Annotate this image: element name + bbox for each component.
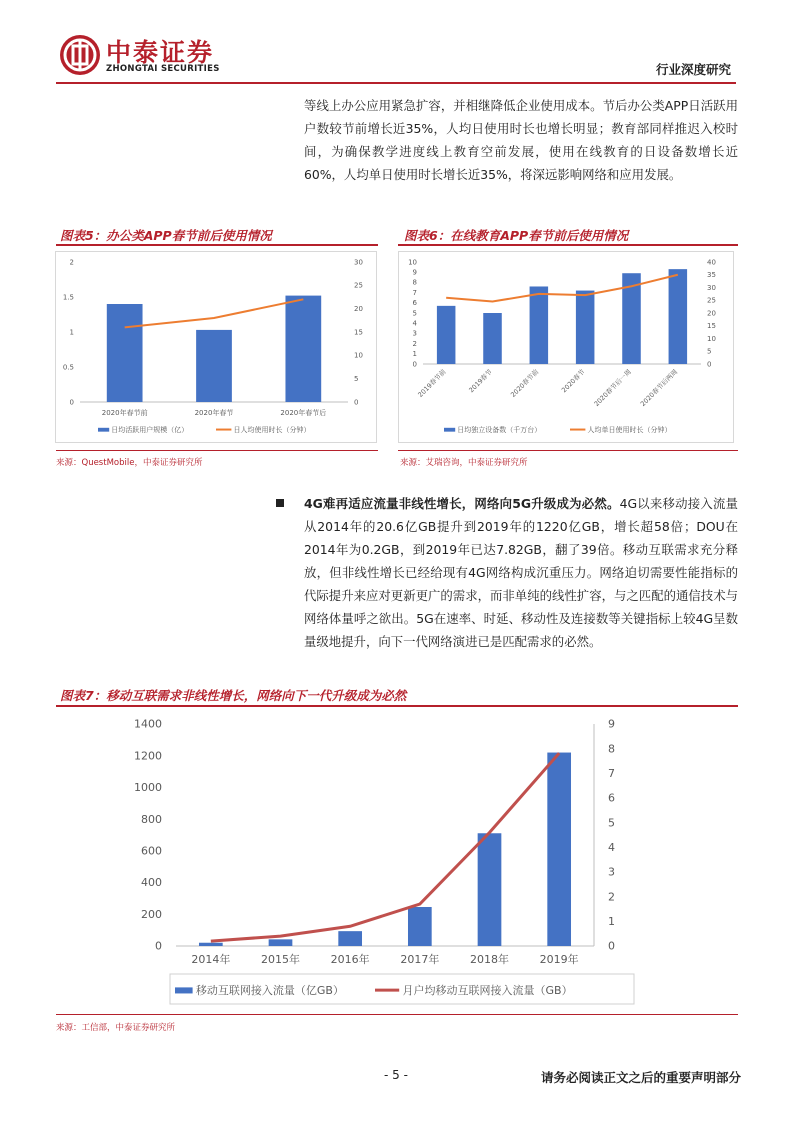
figure-source: 来源：QuestMobile，中泰证券研究所 [56, 458, 203, 468]
y-tick-right: 8 [608, 742, 615, 756]
x-tick-label: 2019年 [539, 953, 579, 966]
y-tick-left: 1400 [134, 717, 162, 731]
chart-fig6 [399, 252, 733, 442]
figure-bottom-rule [56, 1014, 738, 1015]
y-tick-left: 3 [412, 329, 417, 338]
y-tick-right: 10 [707, 334, 716, 343]
y-tick-left: 0 [69, 398, 74, 407]
paragraph-body: 4G以来移动接入流量从2014年的20.6亿GB提升到2019年的1220亿GB，增长超58倍；DOU在2014年为0.2GB，到2019年已达7.82GB，翻了39倍。移动互联需求充分释放，但非线性增长已经给现有4G网络构成沉重压力。网络迫切需要性能指标的代际提升来应对更新更广的需求，而非单纯的线性扩容，与之匹配的通信技术与网络体量呼之欲出。5G在速率、时延、移动性及连接数等关键指标上较4G呈数量级地提升，向下一代网络演进已是匹配需求的必然。 [304, 496, 738, 649]
figure-title: 图表7：移动互联需求非线性增长，网络向下一代升级成为必然 [60, 688, 407, 703]
legend-label: 日均活跃用户规模（亿） [111, 426, 189, 434]
y-tick-left: 1200 [134, 749, 162, 763]
x-tick-label: 2014年 [191, 953, 231, 966]
y-tick-right: 40 [707, 258, 716, 267]
chart-frame [55, 251, 377, 443]
y-tick-left: 1000 [134, 781, 162, 795]
chart-fig7 [120, 710, 640, 1010]
body-paragraph [304, 492, 738, 653]
bar [196, 330, 232, 402]
chart-frame [120, 710, 640, 1010]
y-tick-left: 0 [155, 939, 162, 953]
y-tick-right: 9 [608, 717, 615, 731]
section-tag: 行业深度研究 [655, 62, 731, 77]
figure-title: 图表6：在线教育APP春节前后使用情况 [404, 228, 629, 243]
y-tick-right: 15 [707, 322, 716, 331]
bar [530, 286, 549, 364]
x-tick-label: 2020年春节前 [101, 409, 148, 417]
figure-source: 来源：工信部，中泰证券研究所 [56, 1023, 176, 1033]
y-tick-left: 2 [69, 258, 74, 267]
legend-label: 人均单日使用时长（分钟） [587, 426, 672, 434]
figure-title-rule [398, 244, 738, 246]
y-tick-right: 15 [354, 328, 363, 337]
y-tick-right: 35 [707, 271, 716, 280]
y-tick-left: 600 [141, 844, 162, 858]
x-tick-label: 2020春节后两周 [638, 367, 680, 409]
bar [285, 296, 321, 402]
series-line [125, 299, 304, 327]
y-tick-left: 800 [141, 812, 162, 826]
bar [107, 304, 143, 402]
figure-title-rule [56, 244, 378, 246]
x-tick-label: 2020年春节后 [280, 409, 327, 417]
y-tick-left: 0.5 [62, 363, 74, 372]
figure-source: 来源：艾瑞咨询，中泰证券研究所 [400, 458, 528, 468]
y-tick-left: 6 [412, 299, 417, 308]
y-tick-right: 5 [707, 347, 712, 356]
legend-swatch-bar [175, 987, 193, 993]
y-tick-left: 2 [412, 339, 417, 348]
logo-emblem-icon [58, 33, 102, 77]
chart-fig5 [56, 252, 376, 442]
chart-frame [398, 251, 734, 443]
y-tick-right: 20 [707, 309, 716, 318]
y-tick-right: 25 [707, 296, 716, 305]
bar [269, 939, 293, 946]
y-tick-right: 6 [608, 791, 615, 805]
bar [547, 753, 571, 946]
y-tick-right: 30 [354, 258, 363, 267]
x-tick-label: 2015年 [261, 953, 300, 966]
bar [576, 291, 595, 364]
series-line [446, 275, 678, 302]
legend-label: 日均独立设备数（千万台） [457, 426, 542, 434]
y-tick-right: 0 [707, 360, 712, 369]
figure-title: 图表5：办公类APP春节前后使用情况 [60, 228, 272, 243]
legend-label: 移动互联网接入流量（亿GB） [195, 984, 344, 997]
x-tick-label: 2020年春节 [194, 409, 234, 417]
y-tick-right: 0 [608, 939, 615, 953]
bar [669, 269, 688, 364]
y-tick-right: 4 [608, 841, 615, 854]
x-tick-label: 2020春节 [560, 367, 587, 395]
y-tick-left: 5 [412, 309, 417, 318]
x-tick-label: 2020春节后一周 [592, 367, 633, 409]
y-tick-left: 0 [412, 360, 417, 369]
y-tick-left: 400 [141, 876, 162, 890]
header-divider [56, 82, 736, 84]
y-tick-left: 9 [412, 268, 417, 277]
x-tick-label: 2016年 [330, 953, 370, 966]
y-tick-left: 8 [412, 278, 417, 287]
y-tick-left: 1.5 [62, 293, 74, 302]
y-tick-left: 4 [412, 319, 417, 328]
x-tick-label: 2018年 [470, 953, 509, 966]
y-tick-left: 1 [412, 350, 417, 359]
figure-bottom-rule [56, 450, 378, 451]
figure-title-rule [56, 705, 738, 707]
x-tick-label: 2019春节 [467, 367, 494, 395]
y-tick-right: 30 [707, 283, 716, 292]
y-tick-right: 1 [608, 915, 615, 928]
x-tick-label: 2020春节前 [509, 367, 541, 399]
figure-bottom-rule [398, 450, 738, 451]
bar [483, 313, 502, 364]
y-tick-right: 5 [608, 816, 615, 830]
bar [478, 833, 502, 946]
y-tick-left: 10 [408, 258, 417, 267]
y-tick-right: 7 [608, 767, 615, 780]
company-name-en: ZHONGTAI SECURITIES [106, 64, 220, 74]
company-name: 中泰证券 [106, 38, 215, 67]
bullet-marker [276, 499, 284, 507]
y-tick-right: 20 [354, 305, 363, 313]
x-tick-label: 2017年 [400, 953, 440, 966]
paragraph-lead: 4G难再适应流量非线性增长，网络向5G升级成为必然。 [304, 496, 620, 511]
legend-swatch-bar [98, 428, 109, 432]
disclaimer-note: 请务必阅读正文之后的重要声明部分 [540, 1070, 741, 1085]
page-number: - 5 - [384, 1068, 408, 1082]
y-tick-right: 2 [608, 890, 615, 904]
y-tick-right: 10 [354, 351, 363, 360]
bar [199, 943, 223, 946]
body-paragraph: 等线上办公应用紧急扩容，并相继降低企业使用成本。节后办公类APP日活跃用户数较节前增长近35%，人均日使用时长也增长明显；教育部同样推迟入校时间，为确保教学进度线上教育空前发展，使用在线教育的日设备数增长近60%，人均单日使用时长增长近35%，将深远影响网络和应用发展。 [304, 98, 738, 182]
bar [408, 907, 432, 946]
y-tick-right: 3 [608, 865, 615, 879]
y-tick-left: 7 [412, 288, 417, 297]
company-logo [58, 33, 258, 79]
y-tick-right: 5 [354, 375, 359, 383]
y-tick-left: 200 [141, 907, 162, 921]
legend-swatch-bar [444, 428, 455, 432]
x-tick-label: 2019春节前 [416, 367, 448, 399]
y-tick-right: 0 [354, 398, 359, 407]
bar [437, 306, 456, 364]
bar [338, 931, 362, 946]
legend-label: 日人均使用时长（分钟） [233, 426, 311, 434]
legend-label: 月户均移动互联网接入流量（GB） [402, 984, 573, 997]
series-line [211, 753, 559, 941]
y-tick-left: 1 [69, 328, 74, 337]
y-tick-right: 25 [354, 281, 363, 290]
